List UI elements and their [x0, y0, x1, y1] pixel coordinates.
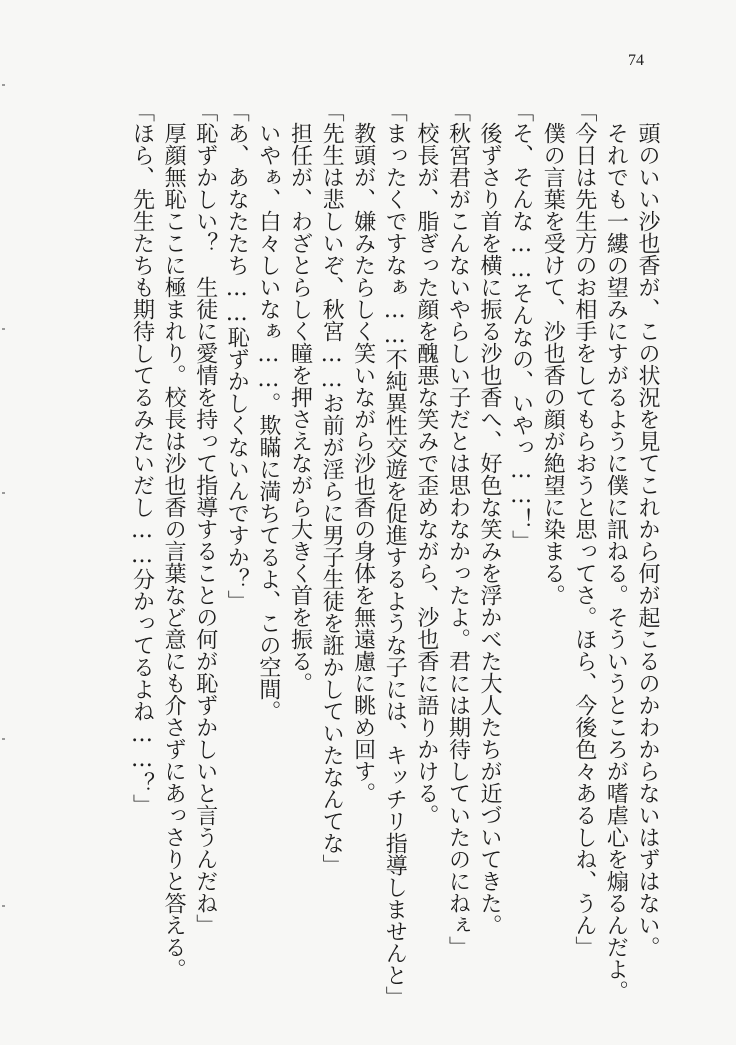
text-line: 後ずさり首を横に振る沙也香へ、好色な笑みを浮かべた大人たちが近づいてきた。: [477, 122, 503, 936]
text-line: 僕の言葉を受けて、沙也香の顔が絶望に染まる。: [540, 122, 566, 606]
page-number: 74: [628, 52, 644, 69]
text-line: いやぁ、白々しいなぁ……。欺瞞に満ちてるよ、この空間。: [255, 122, 281, 722]
text-line: それでも一縷の望みにすがるように僕に訊ねる。そういうところが嗜虐心を煽るんだよ。: [603, 122, 629, 1002]
scan-edge-mark: [2, 905, 5, 907]
text-line: 「そ、そんな……そんなの、いやっ……！」: [508, 100, 534, 552]
text-line: 「まったくですなぁ……不純異性交遊を促進するような子には、キッチリ指導しませんと」: [382, 100, 408, 1008]
text-line: 「先生は悲しいぞ、秋宮……お前が淫らに男子生徒を誑かしていたなんてな」: [319, 100, 345, 876]
scan-edge-mark: [2, 84, 5, 86]
text-line: 校長が、脂ぎった顔を醜悪な笑みで歪めながら、沙也香に語りかける。: [413, 122, 439, 826]
scan-edge-mark: [2, 492, 5, 494]
text-line: 「恥ずかしい？ 生徒に愛情を持って指導することの何が恥ずかしいと言うんだね」: [192, 100, 218, 936]
text-line: 厚顔無恥ここに極まれり。校長は沙也香の言葉など意にも介さずにあっさりと答える。: [161, 122, 187, 980]
scan-edge-mark: [2, 328, 5, 330]
text-line: 教頭が、嫌みたらしく笑いながら沙也香の身体を無遠慮に眺め回す。: [350, 122, 376, 804]
text-line: 頭のいい沙也香が、この状況を見てこれから何が起こるのかわからないはずはない。: [635, 122, 660, 958]
text-line: 担任が、わざとらしく瞳を押さえながら大きく首を振る。: [287, 122, 313, 694]
text-line: 「ほら、先生たちも期待してるみたいだし……分かってるよね……？」: [129, 100, 155, 816]
text-line: 「秋宮君がこんないやらしい子だとは思わなかったよ。君には期待していたのにねぇ」: [445, 100, 471, 958]
scan-edge-mark: [2, 738, 5, 740]
novel-text-block: [121, 100, 658, 1020]
text-line: 「あ、あなたたち……恥ずかしくないんですか？」: [224, 100, 250, 612]
text-line: 「今日は先生方のお相手をしてもらおうと思ってさ。ほら、今後色々あるしね、うん」: [571, 100, 597, 958]
